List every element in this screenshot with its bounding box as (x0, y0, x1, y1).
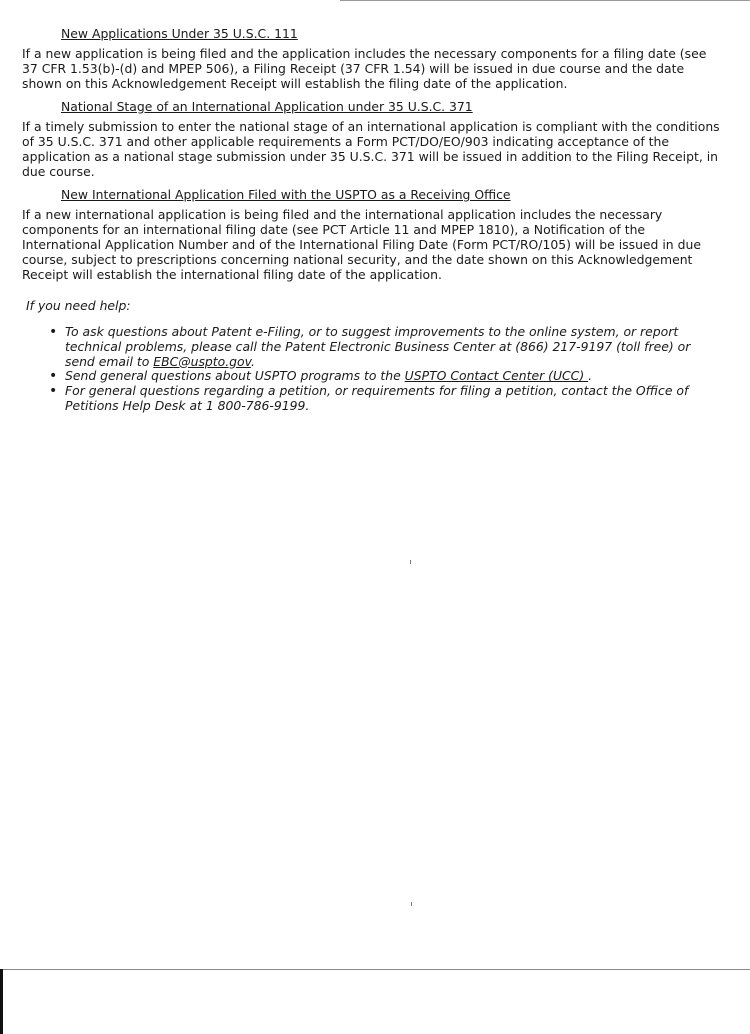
section-body-371: If a timely submission to enter the national stage of an international application is compliant with the conditions of 35 U.S.C. 371 and other applicable requirements a Form PCT/DO/EO/903 indicating acceptance of the application as a national stage submission under 35 U.S.C. 371 will be issued in addition to the Filing Receipt, in due course. (22, 119, 720, 179)
section-heading-111: New Applications Under 35 U.S.C. 111 (61, 26, 298, 41)
help-item-petitions-text: For general questions regarding a petition, or requirements for filing a petition, contact the Office of Petitions Help Desk at 1 800-786-9199. (65, 383, 689, 413)
help-list (22, 325, 722, 414)
section-body-receiving-office: If a new international application is being filed and the international application includes the necessary components for an international filing date (see PCT Article 11 and MPEP 1810), a Notification of the International Application Number and of the International Filing Date (Form PCT/RO/105) will be issued in due course, subject to prescriptions concerning national security, and the date shown on this Acknowledgement Receipt will establish the international filing date of the application. (22, 207, 701, 282)
help-item-efiling-text: To ask questions about Patent e-Filing, or to suggest improvements to the online system, or report technical problems, please call the Patent Electronic Business Center at (866) 217-9197 (toll free) or send email to (65, 324, 691, 369)
scan-artifact-left-edge (0, 969, 3, 1034)
scan-speck (411, 902, 412, 906)
scan-artifact-top-line (340, 0, 750, 1)
help-item-ucc (65, 369, 722, 384)
acknowledgement-receipt-page (22, 26, 722, 414)
help-title: If you need help: (26, 298, 131, 313)
section-body-111: If a new application is being filed and the application includes the necessary components for a filing date (see 37 CFR 1.53(b)-(d) and MPEP 506), a Filing Receipt (37 CFR 1.54) will be issued in due course and the date shown on this Acknowledgement Receipt will establish the filing date of the application. (22, 46, 707, 91)
help-item-ucc-text: Send general questions about USPTO programs to the (65, 368, 405, 384)
section-heading-371: National Stage of an International Application under 35 U.S.C. 371 (61, 99, 473, 114)
help-item-efiling-end: . (250, 353, 255, 369)
section-heading-receiving-office: New International Application Filed with the USPTO as a Receiving Office (61, 187, 511, 202)
help-item-ucc-end: . (588, 368, 593, 384)
help-item-petitions (65, 384, 722, 414)
scan-speck (410, 560, 411, 564)
ucc-link[interactable]: USPTO Contact Center (UCC) (404, 368, 589, 384)
ebc-email-link[interactable]: EBC@uspto.gov (153, 353, 251, 369)
help-item-efiling (65, 325, 722, 369)
scan-artifact-bottom-line (0, 969, 750, 970)
